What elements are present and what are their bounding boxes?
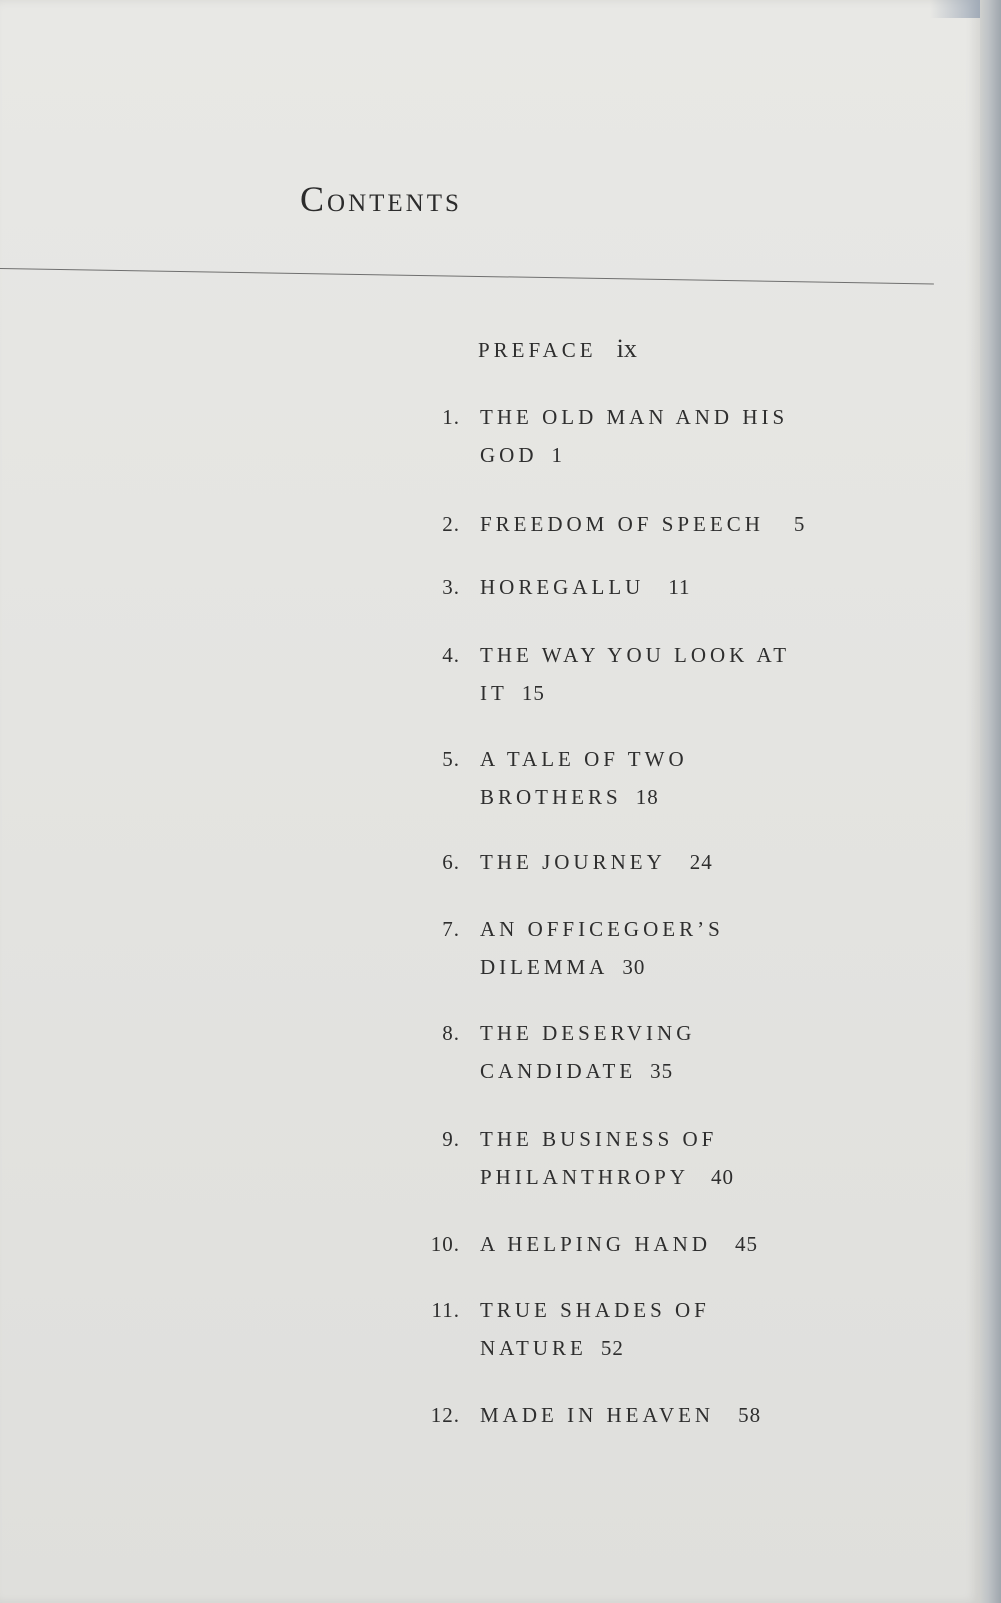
toc-entry-number: 7. — [442, 917, 460, 941]
toc-entry — [420, 843, 860, 881]
toc-entry-page: 15 — [521, 681, 545, 705]
toc-entry — [420, 636, 860, 712]
toc-entry-number: 9. — [442, 1127, 460, 1151]
toc-entry — [420, 910, 780, 986]
toc-entry-page: 30 — [622, 955, 646, 979]
toc-entry-title: TRUE SHADES OF NATURE — [480, 1298, 710, 1360]
toc-entry-title: THE DESERVING CANDIDATE — [480, 1021, 696, 1083]
toc-entry-number: 1. — [442, 405, 460, 429]
toc-entry-title: AN OFFICEGOER’S DILEMMA — [480, 917, 724, 979]
toc-entry — [420, 1225, 860, 1263]
toc-entry — [420, 1014, 750, 1090]
toc-entry-title: FREEDOM OF SPEECH — [480, 512, 764, 536]
toc-entry-page: 1 — [551, 443, 563, 467]
toc-entry-title: PREFACE — [478, 338, 597, 362]
contents-heading: Contents — [300, 179, 462, 219]
toc-entry-page: 11 — [668, 575, 691, 599]
toc-entry-number: 4. — [442, 643, 460, 667]
toc-entry-title: MADE IN HEAVEN — [480, 1403, 715, 1427]
toc-entry-title: THE BUSINESS OF PHILANTHROPY — [480, 1127, 718, 1189]
toc-entry — [420, 398, 850, 474]
toc-entry — [420, 1291, 760, 1367]
toc-entry — [420, 1396, 860, 1434]
toc-entry-number: 11. — [431, 1298, 460, 1322]
toc-entry-title: THE WAY YOU LOOK AT IT — [480, 643, 790, 705]
toc-entry-title: A TALE OF TWO BROTHERS — [480, 747, 688, 809]
toc-entry-page: 24 — [689, 850, 713, 874]
toc-entry-number: 12. — [430, 1403, 460, 1427]
toc-entry-title: THE OLD MAN AND HIS GOD — [480, 405, 789, 467]
toc-entry — [420, 505, 860, 543]
toc-entry-page: 40 — [711, 1165, 735, 1189]
toc-entry-number: 5. — [442, 747, 460, 771]
toc-entry-number: 3. — [442, 575, 460, 599]
toc-entry-preface — [420, 330, 860, 369]
toc-entry-number: 10. — [430, 1232, 460, 1256]
toc-entry-number: 2. — [442, 512, 460, 536]
page-edge — [980, 0, 1001, 1603]
toc-entry-number: 6. — [442, 850, 460, 874]
toc-entry-title: THE JOURNEY — [480, 850, 666, 874]
toc-entry-page: ix — [616, 334, 637, 363]
toc-entry-title: A HELPING HAND — [480, 1232, 711, 1256]
toc-entry-page: 35 — [650, 1059, 674, 1083]
toc-entry-page: 52 — [600, 1336, 624, 1360]
heading-rule — [0, 268, 934, 284]
toc-entry-page: 18 — [635, 785, 659, 809]
toc-entry-title: HOREGALLU — [480, 575, 645, 599]
toc-entry-page: 58 — [738, 1403, 762, 1427]
toc-entry — [420, 1120, 800, 1196]
toc-entry-page: 45 — [735, 1232, 758, 1256]
toc-entry — [420, 740, 760, 816]
toc-entry-number: 8. — [442, 1021, 460, 1045]
toc-entry — [420, 568, 860, 606]
toc-entry-page: 5 — [793, 512, 806, 536]
